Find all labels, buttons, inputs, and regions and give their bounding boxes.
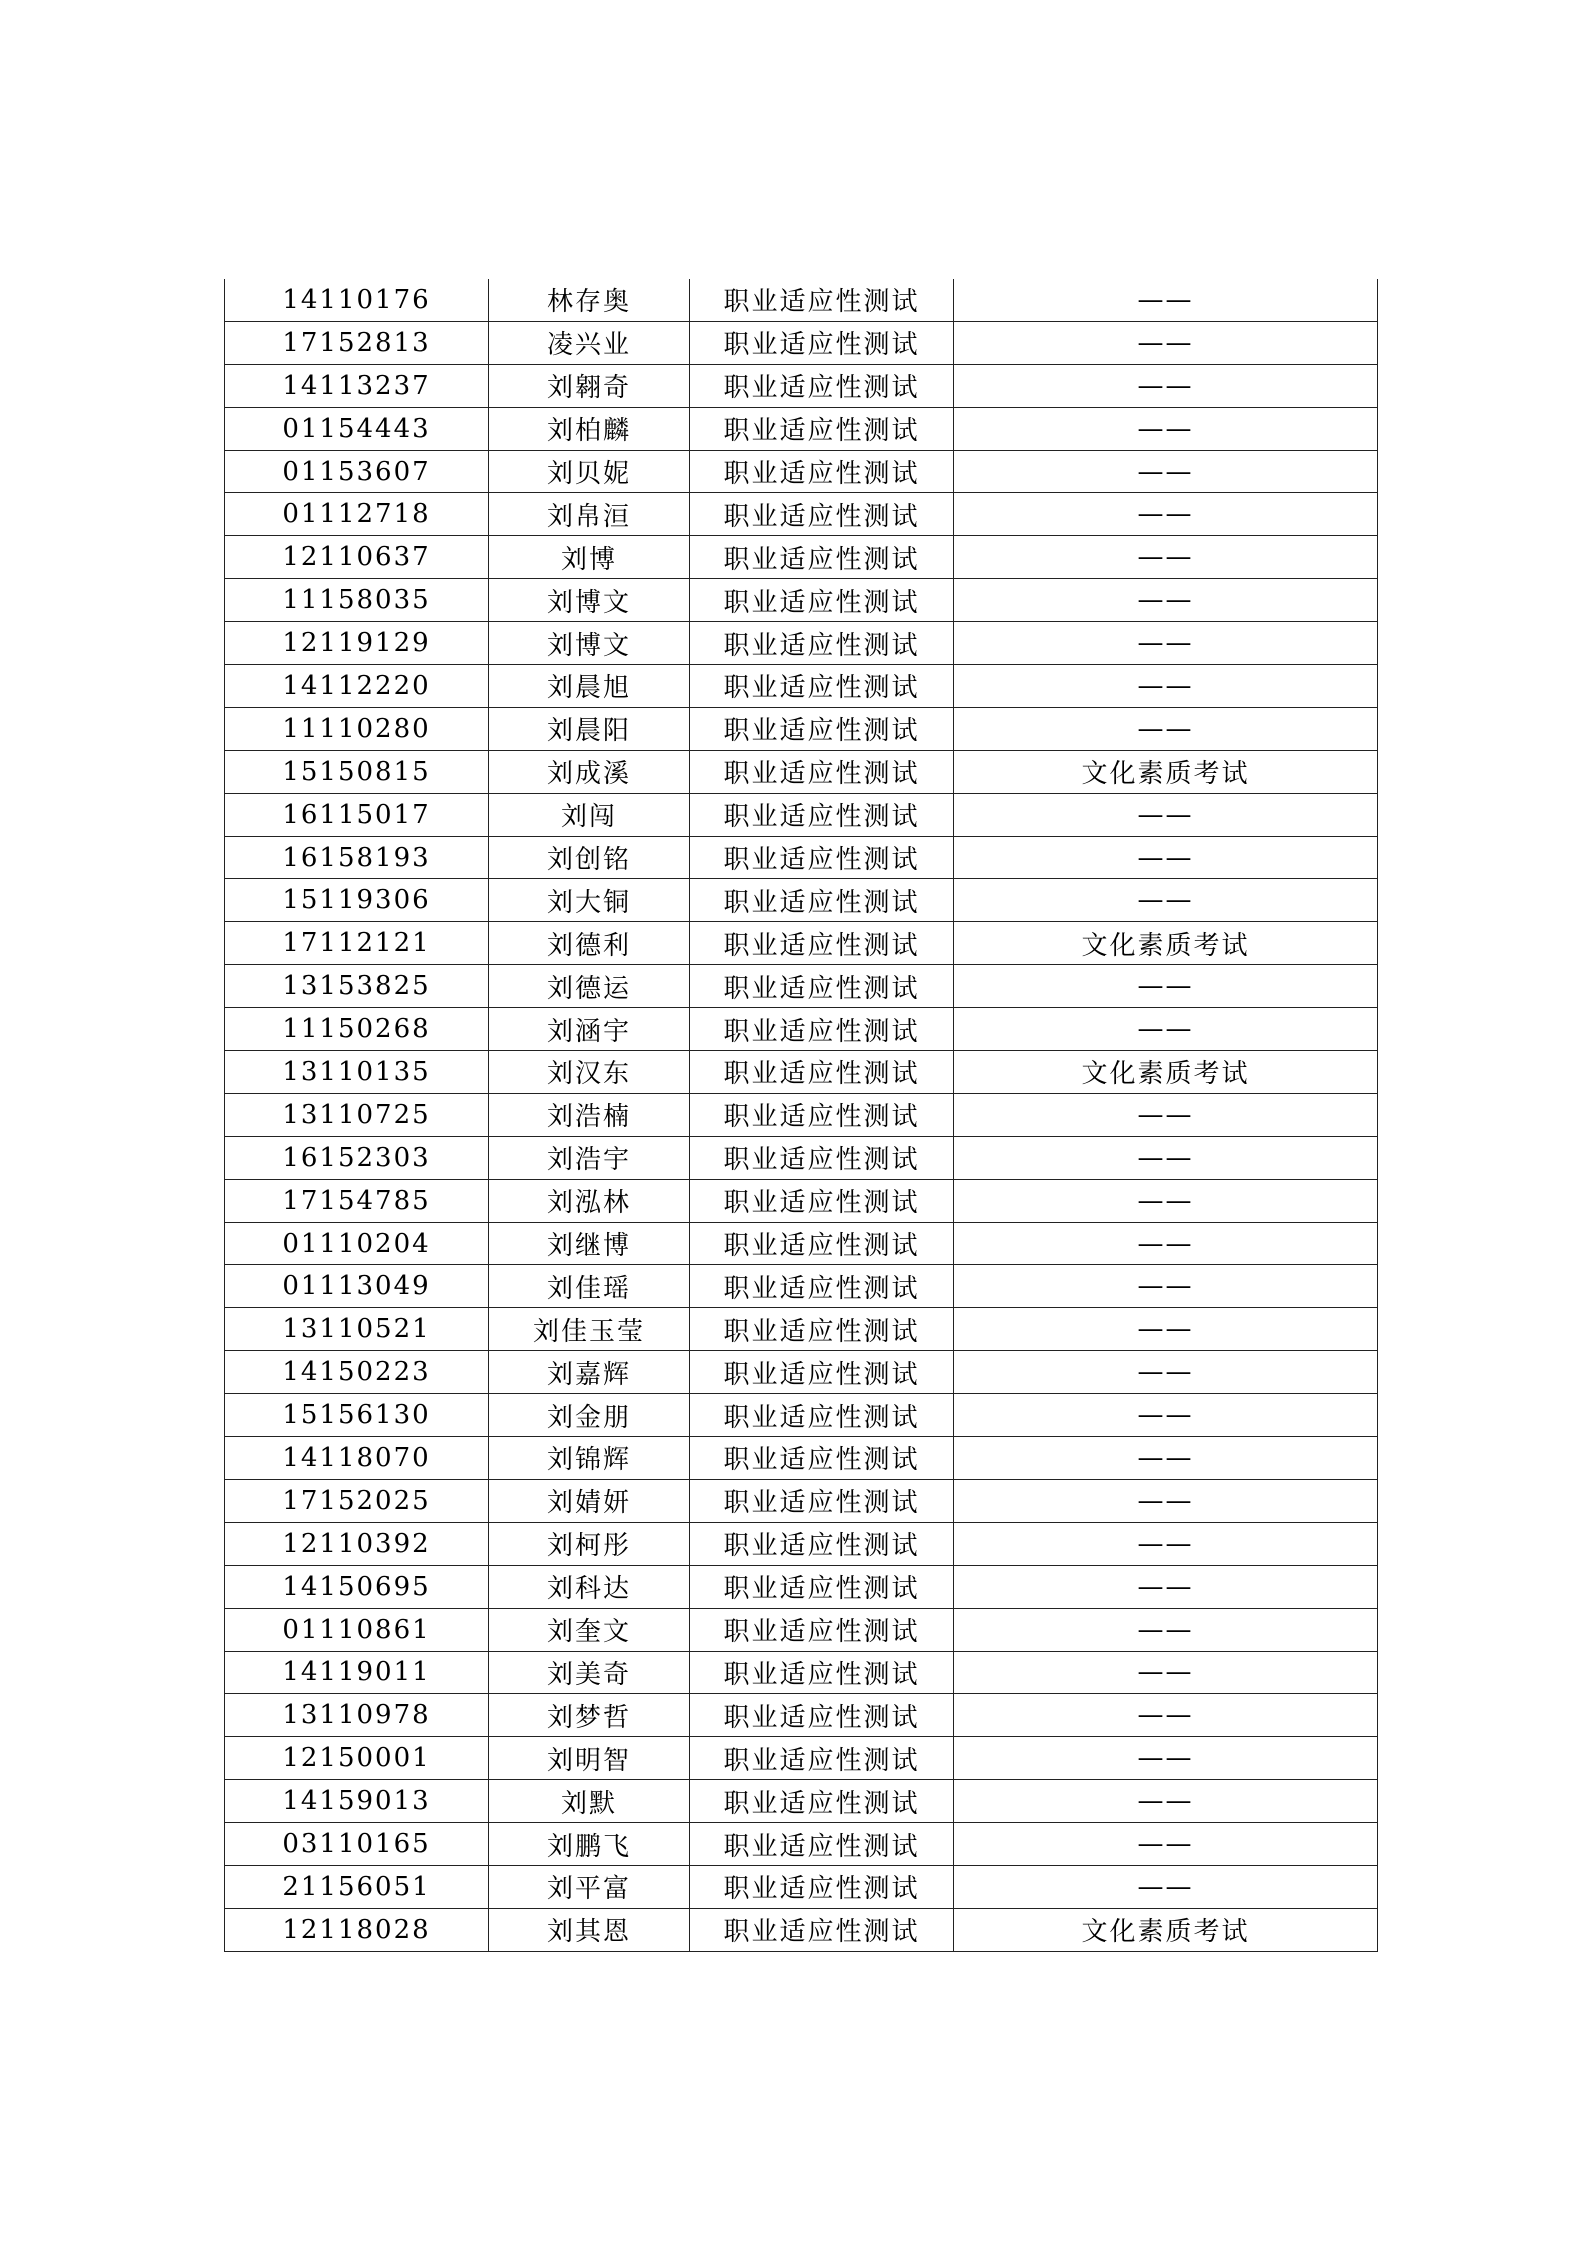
table-row: [225, 279, 1378, 321]
test-type-cell: 职业适应性测试: [690, 1522, 954, 1565]
test-type-cell: 职业适应性测试: [690, 1222, 954, 1265]
extra-test-cell: ——: [954, 1522, 1378, 1565]
student-name-cell: 刘梦哲: [489, 1694, 690, 1737]
extra-test-cell: ——: [954, 1008, 1378, 1051]
student-id-cell: 17152025: [225, 1479, 489, 1522]
student-name-cell: 刘博: [489, 536, 690, 579]
table-row: [225, 579, 1378, 622]
student-id-cell: 14150223: [225, 1351, 489, 1394]
extra-test-cell: ——: [954, 1823, 1378, 1866]
student-id-cell: 12110637: [225, 536, 489, 579]
extra-test-cell: ——: [954, 1265, 1378, 1308]
test-type-cell: 职业适应性测试: [690, 665, 954, 708]
extra-test-cell: ——: [954, 965, 1378, 1008]
student-id-cell: 14159013: [225, 1780, 489, 1823]
extra-test-cell: 文化素质考试: [954, 1908, 1378, 1951]
test-type-cell: 职业适应性测试: [690, 922, 954, 965]
test-type-cell: 职业适应性测试: [690, 1823, 954, 1866]
test-type-cell: 职业适应性测试: [690, 1437, 954, 1480]
extra-test-cell: ——: [954, 1608, 1378, 1651]
student-name-cell: 刘婧妍: [489, 1479, 690, 1522]
table-row: [225, 1565, 1378, 1608]
table-row: [225, 1222, 1378, 1265]
student-id-cell: 16158193: [225, 836, 489, 879]
student-name-cell: 刘嘉辉: [489, 1351, 690, 1394]
test-type-cell: 职业适应性测试: [690, 450, 954, 493]
table-row: [225, 665, 1378, 708]
student-id-cell: 16152303: [225, 1136, 489, 1179]
student-id-cell: 12119129: [225, 622, 489, 665]
student-name-cell: 刘博文: [489, 622, 690, 665]
student-name-cell: 刘柯彤: [489, 1522, 690, 1565]
table-row: [225, 1865, 1378, 1908]
student-id-cell: 14118070: [225, 1437, 489, 1480]
table-row: [225, 450, 1378, 493]
student-id-cell: 13153825: [225, 965, 489, 1008]
table-row: [225, 1093, 1378, 1136]
student-name-cell: 刘德运: [489, 965, 690, 1008]
table-row: [225, 1179, 1378, 1222]
student-name-cell: 刘博文: [489, 579, 690, 622]
test-type-cell: 职业适应性测试: [690, 879, 954, 922]
table-row: [225, 1608, 1378, 1651]
test-type-cell: 职业适应性测试: [690, 622, 954, 665]
results-table: [224, 279, 1378, 1952]
extra-test-cell: ——: [954, 450, 1378, 493]
student-name-cell: 刘柏麟: [489, 407, 690, 450]
test-type-cell: 职业适应性测试: [690, 793, 954, 836]
table-row: [225, 750, 1378, 793]
test-type-cell: 职业适应性测试: [690, 536, 954, 579]
extra-test-cell: ——: [954, 1780, 1378, 1823]
extra-test-cell: ——: [954, 622, 1378, 665]
student-name-cell: 刘鹏飞: [489, 1823, 690, 1866]
table-row: [225, 1437, 1378, 1480]
test-type-cell: 职业适应性测试: [690, 579, 954, 622]
table-row: [225, 364, 1378, 407]
extra-test-cell: ——: [954, 1093, 1378, 1136]
student-name-cell: 刘帛洹: [489, 493, 690, 536]
test-type-cell: 职业适应性测试: [690, 407, 954, 450]
student-name-cell: 刘创铭: [489, 836, 690, 879]
extra-test-cell: ——: [954, 1565, 1378, 1608]
test-type-cell: 职业适应性测试: [690, 1051, 954, 1094]
table-row: [225, 965, 1378, 1008]
student-name-cell: 刘贝妮: [489, 450, 690, 493]
student-name-cell: 刘科达: [489, 1565, 690, 1608]
extra-test-cell: ——: [954, 321, 1378, 364]
extra-test-cell: ——: [954, 1437, 1378, 1480]
extra-test-cell: ——: [954, 1351, 1378, 1394]
student-id-cell: 01110204: [225, 1222, 489, 1265]
test-type-cell: 职业适应性测试: [690, 493, 954, 536]
table-row: [225, 1265, 1378, 1308]
student-name-cell: 刘晨旭: [489, 665, 690, 708]
extra-test-cell: ——: [954, 579, 1378, 622]
student-id-cell: 12110392: [225, 1522, 489, 1565]
test-type-cell: 职业适应性测试: [690, 1479, 954, 1522]
table-row: [225, 1351, 1378, 1394]
extra-test-cell: ——: [954, 1865, 1378, 1908]
student-name-cell: 刘明智: [489, 1737, 690, 1780]
extra-test-cell: ——: [954, 1651, 1378, 1694]
student-id-cell: 17154785: [225, 1179, 489, 1222]
table-row: [225, 321, 1378, 364]
student-name-cell: 刘浩楠: [489, 1093, 690, 1136]
student-name-cell: 刘佳玉莹: [489, 1308, 690, 1351]
test-type-cell: 职业适应性测试: [690, 707, 954, 750]
student-id-cell: 01110861: [225, 1608, 489, 1651]
student-id-cell: 13110521: [225, 1308, 489, 1351]
table-row: [225, 1136, 1378, 1179]
test-type-cell: 职业适应性测试: [690, 1093, 954, 1136]
student-id-cell: 17112121: [225, 922, 489, 965]
student-name-cell: 刘金朋: [489, 1394, 690, 1437]
student-name-cell: 刘大铜: [489, 879, 690, 922]
extra-test-cell: ——: [954, 836, 1378, 879]
student-name-cell: 刘泓林: [489, 1179, 690, 1222]
test-type-cell: 职业适应性测试: [690, 1308, 954, 1351]
extra-test-cell: ——: [954, 1179, 1378, 1222]
student-id-cell: 14110176: [225, 279, 489, 321]
student-id-cell: 21156051: [225, 1865, 489, 1908]
table-row: [225, 1823, 1378, 1866]
student-id-cell: 13110978: [225, 1694, 489, 1737]
extra-test-cell: ——: [954, 1222, 1378, 1265]
student-name-cell: 刘奎文: [489, 1608, 690, 1651]
test-type-cell: 职业适应性测试: [690, 1351, 954, 1394]
student-name-cell: 刘佳瑶: [489, 1265, 690, 1308]
student-id-cell: 12118028: [225, 1908, 489, 1951]
student-id-cell: 01112718: [225, 493, 489, 536]
extra-test-cell: ——: [954, 1694, 1378, 1737]
test-type-cell: 职业适应性测试: [690, 321, 954, 364]
student-name-cell: 刘平富: [489, 1865, 690, 1908]
student-id-cell: 12150001: [225, 1737, 489, 1780]
student-id-cell: 14119011: [225, 1651, 489, 1694]
student-id-cell: 15156130: [225, 1394, 489, 1437]
student-id-cell: 11110280: [225, 707, 489, 750]
student-name-cell: 刘翱奇: [489, 364, 690, 407]
student-name-cell: 刘默: [489, 1780, 690, 1823]
table-row: [225, 707, 1378, 750]
table-row: [225, 1051, 1378, 1094]
extra-test-cell: ——: [954, 665, 1378, 708]
student-id-cell: 17152813: [225, 321, 489, 364]
test-type-cell: 职业适应性测试: [690, 1651, 954, 1694]
table-row: [225, 536, 1378, 579]
test-type-cell: 职业适应性测试: [690, 1136, 954, 1179]
test-type-cell: 职业适应性测试: [690, 750, 954, 793]
extra-test-cell: 文化素质考试: [954, 750, 1378, 793]
student-id-cell: 15150815: [225, 750, 489, 793]
student-id-cell: 11150268: [225, 1008, 489, 1051]
table-row: [225, 793, 1378, 836]
student-name-cell: 林存奥: [489, 279, 690, 321]
test-type-cell: 职业适应性测试: [690, 364, 954, 407]
test-type-cell: 职业适应性测试: [690, 1265, 954, 1308]
student-id-cell: 14113237: [225, 364, 489, 407]
extra-test-cell: ——: [954, 1394, 1378, 1437]
table-row: [225, 836, 1378, 879]
student-name-cell: 刘美奇: [489, 1651, 690, 1694]
extra-test-cell: ——: [954, 279, 1378, 321]
extra-test-cell: ——: [954, 1136, 1378, 1179]
student-id-cell: 16115017: [225, 793, 489, 836]
table-body: [225, 279, 1378, 1951]
extra-test-cell: 文化素质考试: [954, 1051, 1378, 1094]
extra-test-cell: ——: [954, 1737, 1378, 1780]
test-type-cell: 职业适应性测试: [690, 1780, 954, 1823]
extra-test-cell: 文化素质考试: [954, 922, 1378, 965]
table-row: [225, 1780, 1378, 1823]
table-row: [225, 622, 1378, 665]
student-id-cell: 03110165: [225, 1823, 489, 1866]
table-row: [225, 1479, 1378, 1522]
table-row: [225, 1522, 1378, 1565]
student-name-cell: 刘德利: [489, 922, 690, 965]
student-name-cell: 刘锦辉: [489, 1437, 690, 1480]
student-name-cell: 凌兴业: [489, 321, 690, 364]
extra-test-cell: ——: [954, 536, 1378, 579]
test-type-cell: 职业适应性测试: [690, 1865, 954, 1908]
student-id-cell: 11158035: [225, 579, 489, 622]
extra-test-cell: ——: [954, 879, 1378, 922]
table-row: [225, 922, 1378, 965]
extra-test-cell: ——: [954, 793, 1378, 836]
test-type-cell: 职业适应性测试: [690, 1908, 954, 1951]
student-id-cell: 01153607: [225, 450, 489, 493]
table-row: [225, 1008, 1378, 1051]
student-id-cell: 01113049: [225, 1265, 489, 1308]
student-id-cell: 15119306: [225, 879, 489, 922]
student-name-cell: 刘涵宇: [489, 1008, 690, 1051]
extra-test-cell: ——: [954, 1308, 1378, 1351]
student-name-cell: 刘闯: [489, 793, 690, 836]
extra-test-cell: ——: [954, 1479, 1378, 1522]
student-name-cell: 刘其恩: [489, 1908, 690, 1951]
test-type-cell: 职业适应性测试: [690, 1565, 954, 1608]
table-row: [225, 1737, 1378, 1780]
table-row: [225, 1694, 1378, 1737]
test-type-cell: 职业适应性测试: [690, 1394, 954, 1437]
table-row: [225, 1308, 1378, 1351]
table-row: [225, 879, 1378, 922]
test-type-cell: 职业适应性测试: [690, 1737, 954, 1780]
student-name-cell: 刘汉东: [489, 1051, 690, 1094]
test-type-cell: 职业适应性测试: [690, 279, 954, 321]
test-type-cell: 职业适应性测试: [690, 1694, 954, 1737]
student-id-cell: 13110725: [225, 1093, 489, 1136]
student-id-cell: 13110135: [225, 1051, 489, 1094]
extra-test-cell: ——: [954, 493, 1378, 536]
student-name-cell: 刘浩宇: [489, 1136, 690, 1179]
extra-test-cell: ——: [954, 707, 1378, 750]
test-type-cell: 职业适应性测试: [690, 1179, 954, 1222]
table-row: [225, 1394, 1378, 1437]
student-name-cell: 刘成溪: [489, 750, 690, 793]
table-row: [225, 407, 1378, 450]
student-name-cell: 刘继博: [489, 1222, 690, 1265]
student-id-cell: 14112220: [225, 665, 489, 708]
extra-test-cell: ——: [954, 364, 1378, 407]
table-row: [225, 1651, 1378, 1694]
test-type-cell: 职业适应性测试: [690, 836, 954, 879]
student-id-cell: 14150695: [225, 1565, 489, 1608]
student-id-cell: 01154443: [225, 407, 489, 450]
student-name-cell: 刘晨阳: [489, 707, 690, 750]
table-row: [225, 493, 1378, 536]
test-type-cell: 职业适应性测试: [690, 1608, 954, 1651]
test-type-cell: 职业适应性测试: [690, 965, 954, 1008]
table-row: [225, 1908, 1378, 1951]
test-type-cell: 职业适应性测试: [690, 1008, 954, 1051]
extra-test-cell: ——: [954, 407, 1378, 450]
